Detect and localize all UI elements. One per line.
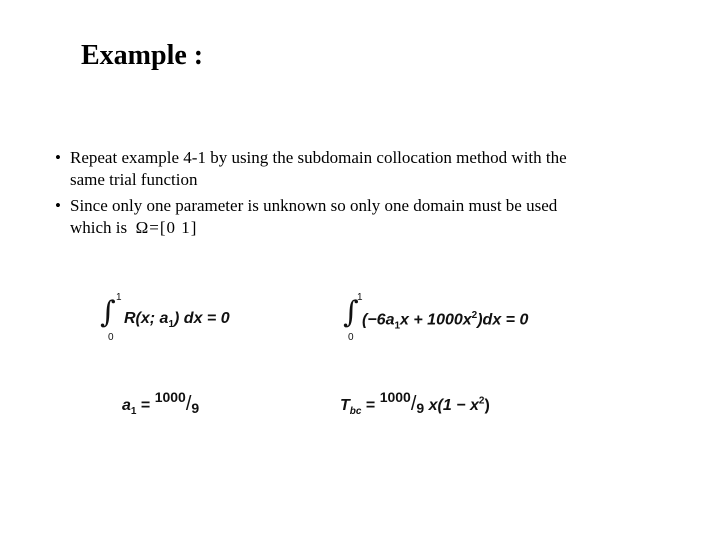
equation-text: T bbox=[340, 397, 350, 414]
equation-text: )dx = 0 bbox=[477, 311, 529, 329]
slide-title: Example : bbox=[81, 40, 204, 71]
fraction-slash: / bbox=[410, 393, 417, 415]
equation-a1-solution bbox=[122, 389, 262, 427]
equation-operator: = bbox=[136, 397, 155, 414]
fraction-numerator: 1000 bbox=[154, 389, 186, 405]
equation-operator: = bbox=[361, 397, 380, 414]
integral-lower-limit: 0 bbox=[348, 332, 354, 343]
bullet-list bbox=[55, 147, 675, 243]
fraction-denominator: 9 bbox=[191, 400, 200, 416]
equation-tbc-solution bbox=[340, 389, 560, 427]
bullet-dot-icon: • bbox=[55, 148, 61, 167]
equation-superscript: 2 bbox=[471, 310, 478, 321]
equation-text: ) dx = 0 bbox=[174, 310, 230, 327]
equation-residual-integral bbox=[100, 292, 260, 342]
equation-text: ) bbox=[484, 397, 490, 414]
equation-text: R(x; a bbox=[124, 310, 169, 327]
bullet-text-line: Since only one parameter is unknown so only one domain must be used bbox=[70, 196, 558, 215]
bullet-dot-icon: • bbox=[55, 196, 61, 215]
bullet-text-line: same trial function bbox=[70, 170, 198, 189]
equation-text: (−6a bbox=[362, 311, 395, 329]
equation-superscript: 2 bbox=[478, 395, 485, 407]
integral-sign: ∫ bbox=[100, 295, 116, 330]
equation-subscript: 1 bbox=[130, 406, 137, 418]
equation-expanded-integral bbox=[343, 292, 583, 342]
integral-upper-limit: 1 bbox=[357, 292, 363, 303]
equation-subscript: bc bbox=[349, 406, 362, 418]
equation-text: x + 1000x bbox=[400, 311, 472, 329]
fraction-denominator: 9 bbox=[416, 400, 425, 416]
domain-definition: Ω=[0 1] bbox=[135, 218, 198, 237]
bullet-text-line: Repeat example 4-1 by using the subdomain collocation method with the bbox=[70, 148, 567, 167]
equation-body bbox=[362, 310, 528, 332]
bullet-item bbox=[55, 147, 675, 191]
bullet-text-line bbox=[70, 217, 675, 239]
equation-subscript: 1 bbox=[394, 320, 401, 332]
bullet-item bbox=[55, 195, 675, 239]
integral-upper-limit: 1 bbox=[116, 292, 122, 303]
integral-lower-limit: 0 bbox=[108, 332, 114, 343]
equation-text: a bbox=[122, 397, 131, 414]
domain-prefix-text: which is bbox=[70, 218, 128, 237]
integral-sign: ∫ bbox=[343, 295, 359, 330]
fraction-slash: / bbox=[185, 393, 192, 415]
equation-text: x(1 − x bbox=[428, 397, 479, 414]
fraction-numerator: 1000 bbox=[379, 389, 411, 405]
equation-subscript: 1 bbox=[168, 319, 175, 331]
equation-body bbox=[124, 310, 230, 330]
